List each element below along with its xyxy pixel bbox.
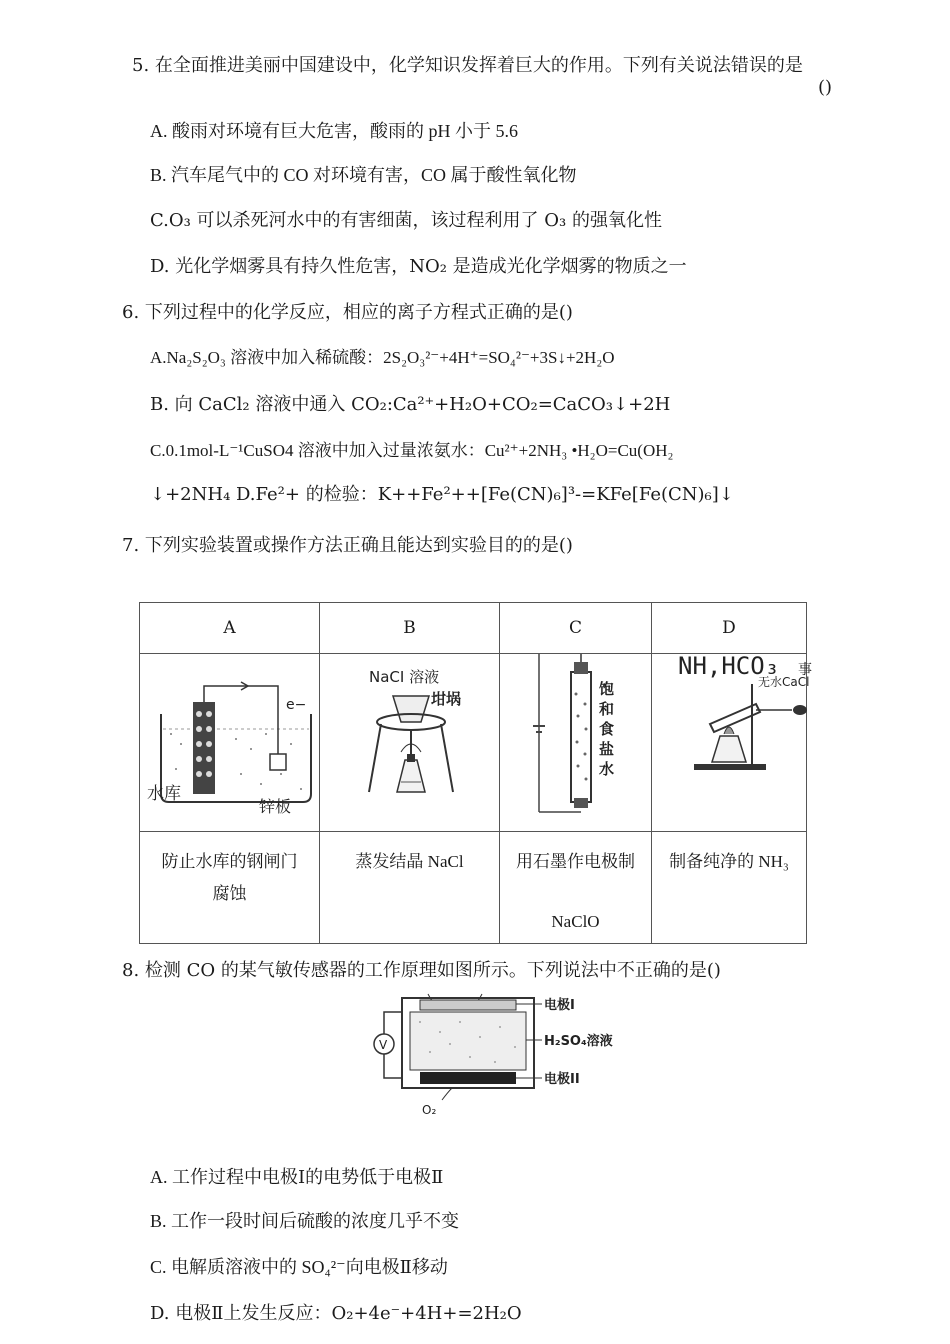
q7-c-brine-char-3: 食 — [598, 720, 614, 738]
q7-a-water-label: 水库 — [146, 784, 181, 804]
q6-option-a: A.Na₂S₂O₃ 溶液中加入稀硫酸：2S₂O₃²⁻+4H⁺=SO₄²⁻+3S↓+2H₂O — [150, 348, 615, 367]
q7-header-c: C — [500, 603, 652, 654]
q5-answer-paren: () — [818, 77, 833, 98]
q7-c-brine-char-1: 饱 — [598, 680, 614, 698]
q5-option-a: A. 酸雨对环境有巨大危害，酸雨的 pH 小于 5.6 — [150, 121, 518, 141]
q6-option-c-cont-d: ↓+2NH₄ D.Fe²+ 的检验：K++Fe²++[Fe(CN)₆]³-=KFe[Fe(CN)₆]↓ — [150, 484, 734, 505]
q7-b-crucible-label: 坩埚 — [430, 690, 461, 708]
q7-caption-b: 蒸发结晶 NaCl — [320, 832, 500, 944]
q7-caption-c-line2: NaClO — [551, 912, 600, 932]
q5-option-b: B. 汽车尾气中的 CO 对环境有害，CO 属于酸性氧化物 — [150, 165, 577, 185]
q5-option-d: D. 光化学烟雾具有持久性危害，NO₂ 是造成光化学烟雾的物质之一 — [150, 256, 687, 277]
q7-figure-b-cell — [320, 654, 500, 832]
q7-header-a: A — [140, 603, 320, 654]
q7-caption-c — [500, 832, 652, 944]
q8-o2-label: O₂ — [422, 1103, 437, 1117]
q7-figure-c-cell — [500, 654, 652, 832]
q7-caption-c-line1: 用石墨作电极制 — [516, 852, 635, 872]
q8-solution-label: H₂SO₄溶液 — [544, 1034, 613, 1049]
q7-header-b: B — [320, 603, 500, 654]
q7-table — [139, 602, 812, 944]
q7-c-brine-char-5: 水 — [598, 760, 614, 778]
q7-caption-d: 制备纯净的 NH₃ — [652, 832, 807, 944]
q7-stem: 7. 下列实验装置或操作方法正确且能达到实验目的的是() — [122, 535, 573, 556]
q7-caption-a-line1: 防止水库的钢闸门 — [161, 852, 298, 872]
q7-caption-a — [140, 832, 320, 944]
q7-a-electron-label: e− — [285, 697, 306, 713]
q7-figure-c — [501, 654, 651, 826]
q5-stem: 5. 在全面推进美丽中国建设中，化学知识发挥着巨大的作用。下列有关说法错误的是 — [132, 55, 803, 76]
q6-stem: 6. 下列过程中的化学反应，相应的离子方程式正确的是() — [122, 302, 573, 323]
q7-c-brine-char-2: 和 — [598, 700, 614, 718]
q7-figure-d-cell — [652, 652, 812, 832]
q8-option-a: A. 工作过程中电极Ⅰ的电势低于电极Ⅱ — [150, 1167, 444, 1187]
q7-figure-d — [652, 652, 812, 826]
q7-figure-a — [141, 654, 319, 826]
q7-d-reagent-label: NH,HCO₃ — [678, 652, 780, 680]
q8-voltmeter-label: V — [379, 1038, 388, 1052]
q8-option-d: D. 电极Ⅱ上发生反应：O₂+4e⁻+4H+=2H₂O — [150, 1303, 522, 1324]
q7-b-solution-label: NaCI 溶液 — [368, 668, 439, 686]
q8-option-c: C. 电解质溶液中的 SO₄²⁻向电极Ⅱ移动 — [150, 1257, 448, 1277]
q7-caption-a-line2: 腐蚀 — [212, 884, 247, 905]
q7-d-drying-label: 无水CaCl — [758, 675, 810, 689]
q8-option-b: B. 工作一段时间后硫酸的浓度几乎不变 — [150, 1211, 460, 1231]
q8-sensor-diagram — [370, 992, 620, 1120]
q7-figure-a-cell — [140, 654, 320, 832]
q7-figure-b — [321, 654, 499, 826]
q6-option-c: C.0.1mol-L⁻¹CuSO4 溶液中加入过量浓氨水：Cu²⁺+2NH₃ •H₂O=Cu(OH₂ — [150, 441, 674, 460]
q7-d-suffix: 事 — [798, 662, 812, 678]
q8-electrode1-label: 电极I — [544, 998, 575, 1013]
q7-a-zinc-label: 锌板 — [258, 797, 291, 816]
q8-electrode2-label: 电极II — [544, 1072, 580, 1087]
q6-option-b: B. 向 CaCl₂ 溶液中通入 CO₂:Ca²⁺+H₂O+CO₂=CaCO₃↓+2H — [150, 394, 671, 415]
q7-c-brine-char-4: 盐 — [598, 740, 614, 758]
q8-stem: 8. 检测 CO 的某气敏传感器的工作原理如图所示。下列说法中不正确的是() — [122, 960, 721, 981]
q5-option-c: C.O₃ 可以杀死河水中的有害细菌，该过程利用了 O₃ 的强氧化性 — [150, 210, 662, 231]
q7-header-d: D — [652, 603, 807, 654]
svg-text:饱 和 食 — [599, 680, 619, 778]
